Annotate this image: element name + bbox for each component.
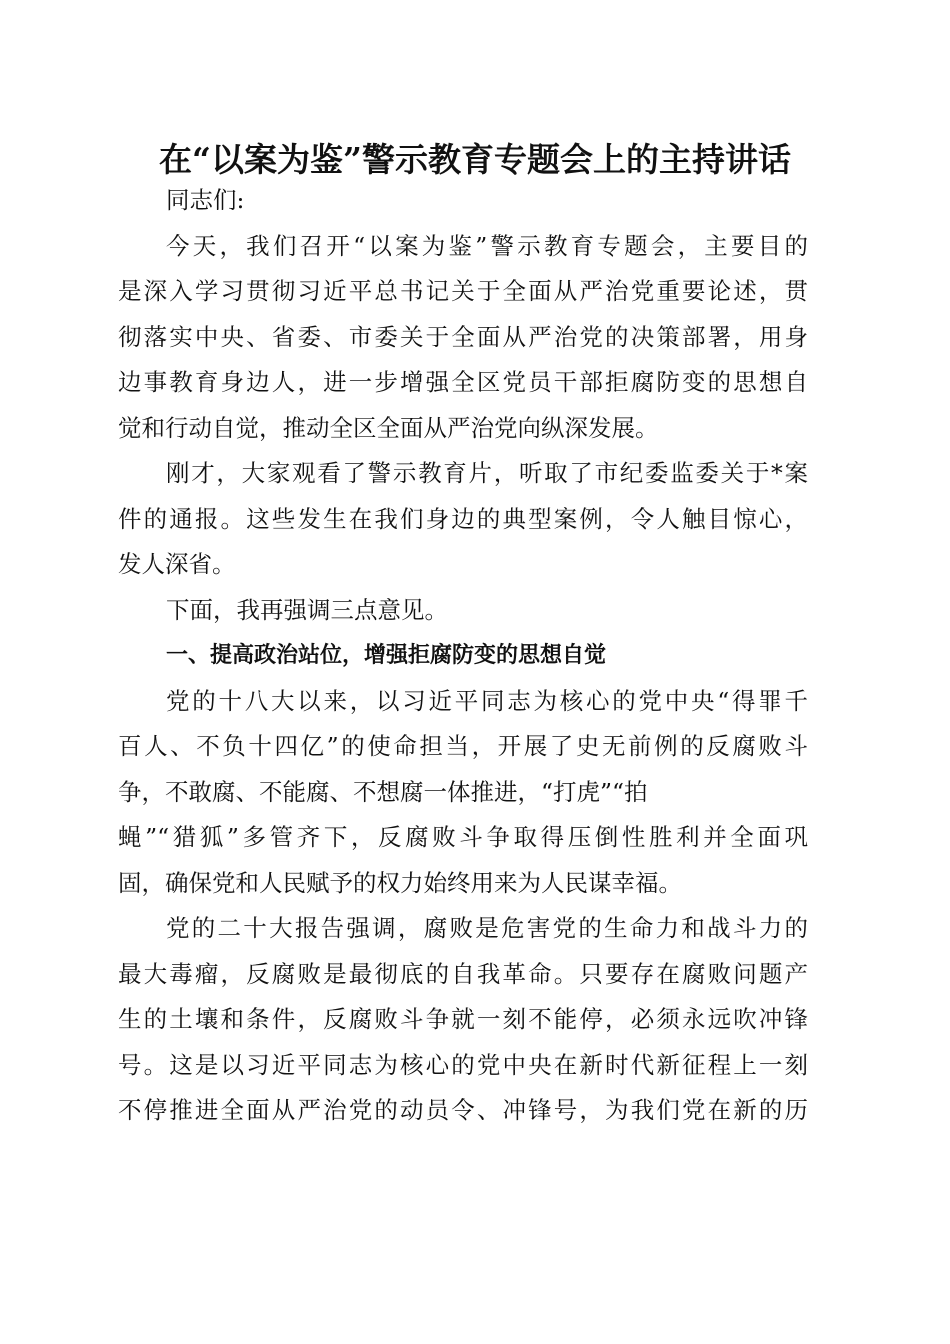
paragraph-line: 争，不敢腐、不能腐、不想腐一体推进，“打虎”“拍: [118, 777, 648, 806]
paragraph-line: 觉和行动自觉，推动全区全面从严治党向纵深发展。: [118, 413, 659, 442]
paragraph-line: 固，确保党和人民赋予的权力始终用来为人民谋幸福。: [118, 868, 682, 897]
paragraph-line: 发人深省。: [118, 550, 236, 578]
document-title: 在“以案为鉴”警示教育专题会上的主持讲话: [159, 140, 791, 179]
paragraph-line: 不停推进全面从严治党的动员令、冲锋号，为我们党在新的历: [118, 1096, 808, 1124]
paragraph-line: 党的二十大报告强调，腐败是危害党的生命力和战斗力的: [166, 914, 808, 942]
paragraph-line: 蝇”“猎狐”多管齐下，反腐败斗争取得压倒性胜利并全面巩: [118, 823, 808, 851]
paragraph-line: 党的十八大以来，以习近平同志为核心的党中央“得罪千: [166, 686, 808, 715]
paragraph-line: 今天，我们召开“以案为鉴”警示教育专题会，主要目的: [166, 231, 808, 260]
paragraph: [118, 588, 808, 634]
document-body: [118, 178, 808, 1134]
paragraph: [118, 679, 808, 907]
paragraph-line: 最大毒瘤，反腐败是最彻底的自我革命。只要存在腐败问题产: [118, 959, 808, 988]
paragraph-line: 生的土壤和条件，反腐败斗争就一刻不能停，必须永远吹冲锋: [118, 1005, 808, 1033]
paragraph: [118, 224, 808, 452]
paragraph-line: 刚才，大家观看了警示教育片，听取了市纪委监委关于*案: [166, 459, 808, 487]
paragraph: [118, 906, 808, 1134]
section-heading: 一、提高政治站位，增强拒腐防变的思想自觉: [166, 643, 607, 668]
salutation: 同志们:: [166, 186, 245, 214]
paragraph-line: 件的通报。这些发生在我们身边的典型案例，令人触目惊心，: [118, 504, 808, 533]
paragraph-line: 号。这是以习近平同志为核心的党中央在新时代新征程上一刻: [118, 1050, 808, 1079]
paragraph-line: 彻落实中央、省委、市委关于全面从严治党的决策部署，用身: [118, 322, 808, 351]
paragraph: [118, 451, 808, 588]
paragraph-line: 百人、不负十四亿”的使命担当，开展了史无前例的反腐败斗: [118, 732, 808, 760]
paragraph-line: 是深入学习贯彻习近平总书记关于全面从严治党重要论述，贯: [118, 277, 808, 305]
paragraph-line: 下面，我再强调三点意见。: [166, 595, 448, 624]
paragraph-line: 边事教育身边人，进一步增强全区党员干部拒腐防变的思想自: [118, 368, 808, 396]
